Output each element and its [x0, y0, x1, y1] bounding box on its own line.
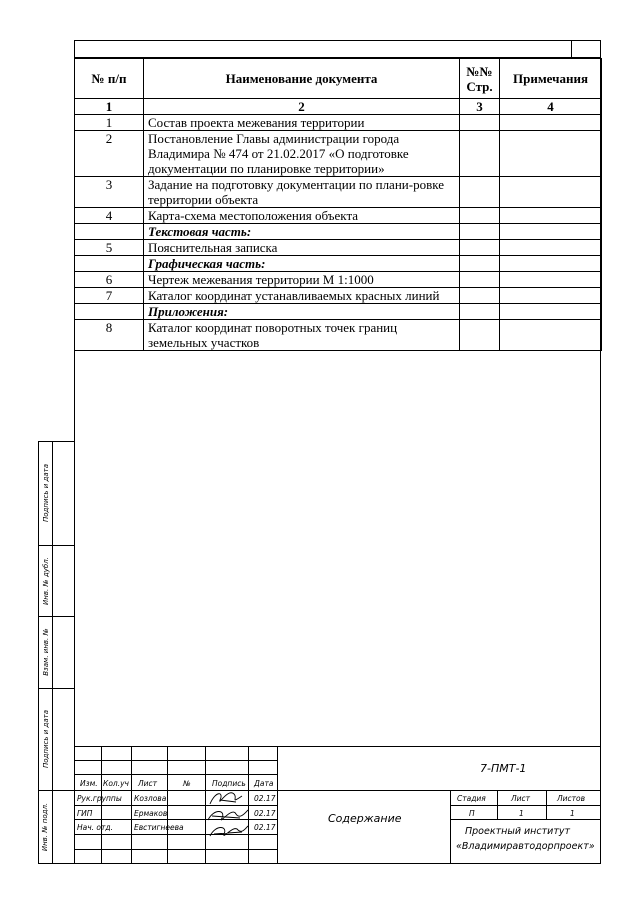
table-row — [75, 131, 602, 177]
column-number-row — [75, 99, 602, 115]
top-strip — [74, 40, 601, 58]
col-num-3: 3 — [460, 99, 500, 115]
page-cell — [460, 224, 500, 240]
side-label-sign-date-1: Подпись и дата — [41, 464, 50, 522]
sheets-value: 1 — [570, 809, 575, 818]
page-cell — [460, 131, 500, 177]
stamp-no-label: № — [183, 779, 191, 788]
table-row — [75, 320, 602, 351]
row-number: 7 — [75, 288, 144, 304]
row-number: 1 — [75, 115, 144, 131]
signature-2 — [208, 810, 248, 820]
document-name: Задание на подготовку документации по плани-ровке территории объекта — [144, 177, 460, 208]
section-row — [75, 224, 602, 240]
contents-table — [74, 58, 602, 351]
organization-line-2: «Владимиравтодорпроект» — [456, 841, 595, 852]
row-number: 2 — [75, 131, 144, 177]
organization-line-1: Проектный институт — [465, 826, 571, 837]
page-cell — [460, 320, 500, 351]
note-cell — [500, 208, 602, 224]
side-label-inv-dup: Инв. № дубл. — [41, 556, 50, 605]
row-number: 3 — [75, 177, 144, 208]
note-cell — [500, 177, 602, 208]
stage-value: П — [469, 809, 475, 818]
signature-3 — [210, 826, 248, 836]
note-cell — [500, 272, 602, 288]
note-cell — [500, 256, 602, 272]
role-2: ГИП — [77, 809, 93, 818]
stamp-date-label: Дата — [254, 779, 274, 788]
stamp-list-label: Лист — [138, 779, 158, 788]
stage-label: Стадия — [457, 794, 486, 803]
sheet-title: Содержание — [328, 812, 402, 825]
role-1: Рук.группы — [77, 794, 122, 803]
sheets-label: Листов — [557, 794, 586, 803]
side-label-vzam-inv: Взам. инв. № — [41, 628, 50, 676]
section-title: Текстовая часть: — [144, 224, 460, 240]
side-label-sign-date-2: Подпись и дата — [41, 710, 50, 768]
document-name: Каталог координат устанавливаемых красных линий — [144, 288, 460, 304]
signatures — [206, 786, 250, 844]
date-3: 02.17 — [254, 823, 276, 832]
table-row — [75, 288, 602, 304]
page-cell — [460, 115, 500, 131]
signature-1 — [210, 793, 242, 804]
note-cell — [500, 131, 602, 177]
note-cell — [500, 224, 602, 240]
note-cell — [500, 320, 602, 351]
table-row — [75, 240, 602, 256]
document-name: Чертеж межевания территории М 1:1000 — [144, 272, 460, 288]
col-no-header: № п/п — [75, 59, 144, 99]
row-number — [75, 304, 144, 320]
table-row — [75, 208, 602, 224]
document-code: 7-ПМТ-1 — [480, 762, 527, 775]
row-number: 5 — [75, 240, 144, 256]
sheet-value: 1 — [519, 809, 524, 818]
page-cell — [460, 240, 500, 256]
sheet-label: Лист — [511, 794, 531, 803]
section-title: Приложения: — [144, 304, 460, 320]
date-1: 02.17 — [254, 794, 276, 803]
document-name: Карта-схема местоположения объекта — [144, 208, 460, 224]
section-row — [75, 304, 602, 320]
page-cell — [460, 256, 500, 272]
stamp-kol-label: Кол.уч — [103, 779, 129, 788]
col-page-header: №№ Стр. — [460, 59, 500, 99]
document-name: Каталог координат поворотных точек границ земельных участков — [144, 320, 460, 351]
note-cell — [500, 304, 602, 320]
document-name: Постановление Главы администрации города Владимира № 474 от 21.02.2017 «О подготовке документации по планировке территории» — [144, 131, 460, 177]
col-num-4: 4 — [500, 99, 602, 115]
side-label-inv-orig: Инв. № подл. — [41, 802, 50, 852]
col-num-1: 1 — [75, 99, 144, 115]
row-number: 8 — [75, 320, 144, 351]
table-header-row — [75, 59, 602, 99]
section-title: Графическая часть: — [144, 256, 460, 272]
document-name: Состав проекта межевания территории — [144, 115, 460, 131]
note-cell — [500, 240, 602, 256]
table-row — [75, 272, 602, 288]
page-cell — [460, 208, 500, 224]
stamp-sign-label: Подпись — [212, 779, 246, 788]
page-cell — [460, 288, 500, 304]
document-name: Пояснительная записка — [144, 240, 460, 256]
row-number — [75, 224, 144, 240]
row-number: 4 — [75, 208, 144, 224]
page-cell — [460, 177, 500, 208]
note-cell — [500, 288, 602, 304]
stamp-izm-label: Изм. — [80, 779, 98, 788]
col-note-header: Примечания — [500, 59, 602, 99]
role-3: Нач. отд. — [77, 823, 113, 832]
table-row — [75, 115, 602, 131]
name-2: Ермаков — [134, 809, 168, 818]
note-cell — [500, 115, 602, 131]
page-cell — [460, 272, 500, 288]
col-num-2: 2 — [144, 99, 460, 115]
name-1: Козлова — [134, 794, 167, 803]
page-cell — [460, 304, 500, 320]
date-2: 02.17 — [254, 809, 276, 818]
table-row — [75, 177, 602, 208]
name-3: Евстигнеева — [134, 823, 184, 832]
top-right-box — [571, 40, 601, 58]
section-row — [75, 256, 602, 272]
row-number: 6 — [75, 272, 144, 288]
col-name-header: Наименование документа — [144, 59, 460, 99]
row-number — [75, 256, 144, 272]
